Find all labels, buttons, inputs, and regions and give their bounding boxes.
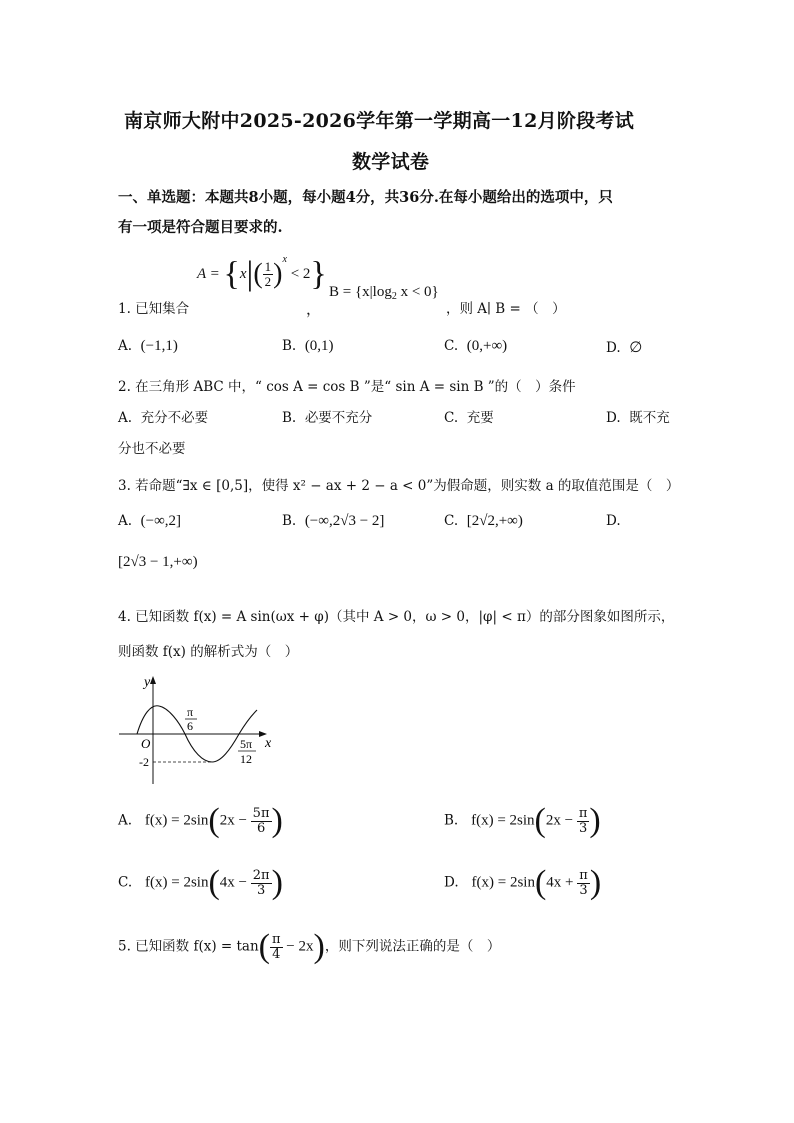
- question-3-text: 3. 若命题“∃x ∈ [0,5]，使得 x² − ax + 2 − a < 0”为假命题，则实数 a 的取值范围是（ ）: [118, 478, 680, 494]
- option-lhs: f(x) = 2sin: [471, 812, 535, 829]
- question-1-set-b: [329, 284, 439, 302]
- q3-option-c[interactable]: [444, 513, 523, 530]
- q2-option-d[interactable]: [606, 406, 670, 426]
- q1-option-d[interactable]: [606, 338, 642, 357]
- q2-option-d-wrap: 分也不必要: [118, 441, 186, 457]
- option-label: C.: [444, 513, 459, 529]
- q2-option-a[interactable]: [118, 406, 208, 426]
- set-a-lhs: A =: [197, 266, 224, 282]
- section-header-line1: 一、单选题：本题共8小题，每小题4分，共36分.在每小题给出的选项中，只: [118, 189, 613, 206]
- fraction-denominator: 2: [264, 274, 272, 290]
- option-fraction: [577, 869, 590, 897]
- close-paren: ): [271, 802, 283, 839]
- option-label: A.: [118, 410, 133, 426]
- option-label: A.: [118, 513, 133, 529]
- close-paren: ): [589, 802, 601, 839]
- q1-option-a[interactable]: [118, 338, 178, 355]
- option-value: (0,+∞): [466, 338, 508, 354]
- option-value: 必要不充分: [304, 410, 373, 426]
- option-fraction: [251, 869, 272, 897]
- option-arg: 2x −: [219, 812, 251, 829]
- five-pi-12-numerator: 5π: [240, 737, 253, 751]
- option-label: C.: [444, 338, 459, 354]
- q2-option-b[interactable]: [282, 406, 372, 426]
- fraction-numerator: 1: [264, 259, 272, 275]
- set-a-fraction: [263, 260, 274, 288]
- option-value: [2√2,+∞): [466, 513, 523, 529]
- set-a-exponent: x: [282, 254, 287, 265]
- option-lhs: f(x) = 2sin: [144, 812, 209, 829]
- y-axis-label: y: [144, 675, 151, 690]
- option-label: C.: [444, 410, 459, 426]
- pi6-denominator: 6: [187, 719, 193, 733]
- open-paren: (: [208, 802, 220, 839]
- fraction-denominator: 6: [256, 820, 266, 836]
- option-label: C.: [118, 874, 133, 891]
- option-label: B.: [282, 410, 297, 426]
- set-b-text: B = {x|log: [329, 284, 392, 300]
- q4-option-d[interactable]: [444, 866, 601, 900]
- set-a-close-brace: }: [310, 255, 327, 293]
- fraction-denominator: 4: [272, 946, 281, 962]
- question-1-prefix: 1. 已知集合: [118, 301, 190, 317]
- set-b-log-base: 2: [391, 291, 397, 302]
- option-lhs: f(x) = 2sin: [145, 874, 209, 891]
- question-5-fraction: [270, 933, 283, 961]
- question-4-line1: 4. 已知函数 f(x) = A sin(ωx + φ)（其中 A > 0，ω > 0，|φ| < π）的部分图象如图所示，: [118, 609, 675, 625]
- question-5-tail: ，则下列说法正确的是（ ）: [324, 938, 501, 955]
- option-label: B.: [444, 812, 459, 829]
- q1-option-c[interactable]: [444, 338, 507, 355]
- option-value: 既不充: [629, 410, 670, 426]
- question-4-line2: 则函数 f(x) 的解析式为（ ）: [118, 644, 299, 660]
- q3-option-d[interactable]: [606, 513, 621, 529]
- option-label: B.: [282, 513, 297, 529]
- x-axis-label: x: [265, 736, 272, 751]
- option-arg: 4x −: [219, 874, 251, 891]
- question-1-comma: ，: [306, 302, 322, 318]
- set-a-open-paren: (: [253, 258, 263, 290]
- q4-option-b[interactable]: [444, 804, 601, 838]
- fraction-numerator: 2π: [252, 867, 270, 883]
- fraction-numerator: 5π: [252, 805, 270, 821]
- page-title: 南京师大附中2025-2026学年第一学期高一12月阶段考试: [124, 110, 635, 132]
- question-4-graph: [115, 672, 285, 792]
- option-value: (−1,1): [140, 338, 178, 354]
- origin-label: O: [141, 736, 151, 751]
- q3-option-a[interactable]: [118, 513, 181, 530]
- option-value: (−∞,2]: [140, 513, 182, 529]
- option-arg: 2x −: [545, 812, 577, 829]
- pi6-numerator: π: [187, 705, 194, 719]
- option-label: A.: [118, 338, 133, 354]
- question-5-prefix: 5. 已知函数 f(x) = tan: [118, 938, 259, 955]
- close-paren: ): [313, 928, 325, 965]
- open-paren: (: [534, 802, 546, 839]
- five-pi-12-denominator: 12: [240, 752, 252, 766]
- question-2-text: 2. 在三角形 ABC 中，“ cos A = cos B ”是“ sin A = sin B ”的（ ）条件: [118, 379, 576, 395]
- question-1-tail: ，则 A∣ B = （ ）: [446, 301, 566, 317]
- option-label: B.: [282, 338, 297, 354]
- q1-option-b[interactable]: [282, 338, 334, 355]
- set-a-inequality: < 2: [290, 266, 311, 282]
- set-a-bar: |: [246, 255, 254, 293]
- option-lhs: f(x) = 2sin: [471, 874, 535, 891]
- page-subtitle: 数学试卷: [352, 151, 430, 173]
- option-label: D.: [606, 410, 621, 426]
- option-label: A.: [118, 812, 133, 829]
- question-5: [118, 930, 500, 964]
- option-value: (0,1): [304, 338, 334, 354]
- set-a-close-paren: ): [273, 258, 283, 290]
- option-fraction: [251, 807, 272, 835]
- option-label: D.: [444, 874, 459, 891]
- q3-option-d-wrap: [2√3 − 1,+∞): [118, 554, 198, 570]
- option-label: D.: [606, 340, 621, 356]
- option-value: ∅: [629, 340, 643, 356]
- set-b-rest: x < 0}: [396, 284, 439, 300]
- q2-option-c[interactable]: [444, 406, 494, 426]
- close-paren: ): [271, 864, 283, 901]
- option-label: D.: [606, 513, 621, 529]
- q4-option-c[interactable]: [118, 866, 283, 900]
- fraction-denominator: 3: [578, 820, 588, 836]
- option-arg: 4x +: [546, 874, 578, 891]
- option-value: 充要: [466, 410, 494, 426]
- option-value: (−∞,2√3 − 2]: [304, 513, 385, 529]
- fraction-denominator: 3: [257, 882, 266, 898]
- open-paren: (: [534, 864, 547, 901]
- y-axis-arrow: [150, 676, 156, 684]
- question-5-arg-tail: − 2x: [282, 938, 314, 955]
- set-a-var: x: [239, 266, 247, 282]
- fraction-numerator: π: [579, 867, 588, 883]
- option-fraction: [577, 807, 590, 835]
- section-header-line2: 有一项是符合题目要求的.: [118, 219, 283, 236]
- q3-option-b[interactable]: [282, 513, 384, 530]
- q4-option-a[interactable]: [118, 804, 283, 838]
- fraction-numerator: π: [578, 805, 588, 821]
- fraction-numerator: π: [272, 931, 281, 947]
- open-paren: (: [208, 864, 220, 901]
- neg-two-label: -2: [139, 755, 149, 769]
- set-a-open-brace: {: [223, 255, 240, 293]
- close-paren: ): [589, 864, 602, 901]
- open-paren: (: [258, 928, 270, 965]
- fraction-denominator: 3: [579, 882, 588, 898]
- option-value: 充分不必要: [140, 410, 209, 426]
